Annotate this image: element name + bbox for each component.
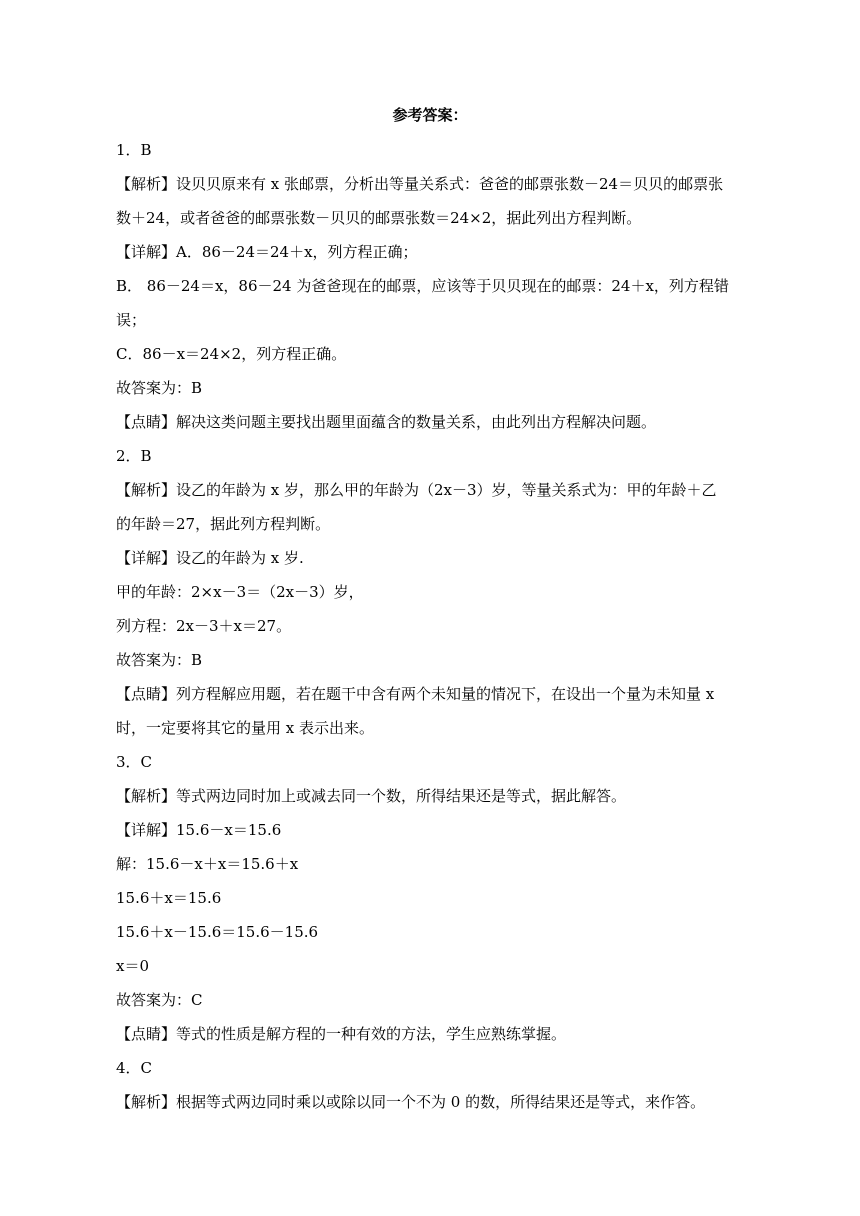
answer-line: 【解析】根据等式两边同时乘以或除以同一个不为 0 的数，所得结果还是等式，来作答。 [116, 1093, 706, 1111]
answer-line: 15.6＋x＝15.6 [116, 889, 222, 907]
answer-line: 2．B [116, 447, 152, 465]
answer-line: 15.6＋x－15.6＝15.6－15.6 [116, 923, 319, 941]
answer-line: 的年龄＝27，据此列方程判断。 [116, 515, 331, 533]
answer-line: 数＋24，或者爸爸的邮票张数－贝贝的邮票张数＝24×2，据此列出方程判断。 [116, 209, 642, 227]
answer-line: C．86－x＝24×2，列方程正确。 [116, 345, 347, 363]
answer-line: 【详解】15.6－x＝15.6 [116, 821, 282, 839]
answer-line: 【详解】设乙的年龄为 x 岁. [116, 549, 304, 567]
answer-line: 故答案为：B [116, 379, 203, 397]
answer-line: 解：15.6－x＋x＝15.6＋x [116, 855, 299, 873]
answer-line: 故答案为：B [116, 651, 203, 669]
answer-line: 【点睛】等式的性质是解方程的一种有效的方法，学生应熟练掌握。 [116, 1025, 567, 1043]
answer-line: 误； [116, 311, 147, 329]
answer-line: 故答案为：C [116, 991, 203, 1009]
answer-line: 列方程：2x－3＋x＝27。 [116, 617, 292, 635]
answer-line: 3．C [116, 753, 153, 771]
answer-line: 【解析】设贝贝原来有 x 张邮票，分析出等量关系式：爸爸的邮票张数－24＝贝贝的邮票张 [116, 175, 724, 193]
answer-content [116, 133, 744, 1119]
answer-line: 时，一定要将其它的量用 x 表示出来。 [116, 719, 374, 737]
answer-line: B． 86－24＝x，86－24 为爸爸现在的邮票，应该等于贝贝现在的邮票：24＋x，列方程错 [116, 277, 729, 295]
answer-line: 4．C [116, 1059, 153, 1077]
answer-line: 甲的年龄：2×x－3＝（2x－3）岁， [116, 583, 364, 601]
answer-line: x＝0 [116, 957, 150, 975]
page-title: 参考答案： [392, 106, 468, 124]
answer-line: 【解析】设乙的年龄为 x 岁，那么甲的年龄为（2x－3）岁，等量关系式为：甲的年龄＋乙 [116, 481, 717, 499]
answer-line: 【点睛】解决这类问题主要找出题里面蕴含的数量关系，由此列出方程解决问题。 [116, 413, 657, 431]
answer-line: 1．B [116, 141, 152, 159]
answer-line: 【解析】等式两边同时加上或减去同一个数，所得结果还是等式，据此解答。 [116, 787, 627, 805]
answer-line: 【详解】A．86－24＝24＋x，列方程正确； [116, 243, 418, 261]
answer-line: 【点睛】列方程解应用题，若在题干中含有两个未知量的情况下，在设出一个量为未知量 x [116, 685, 715, 703]
